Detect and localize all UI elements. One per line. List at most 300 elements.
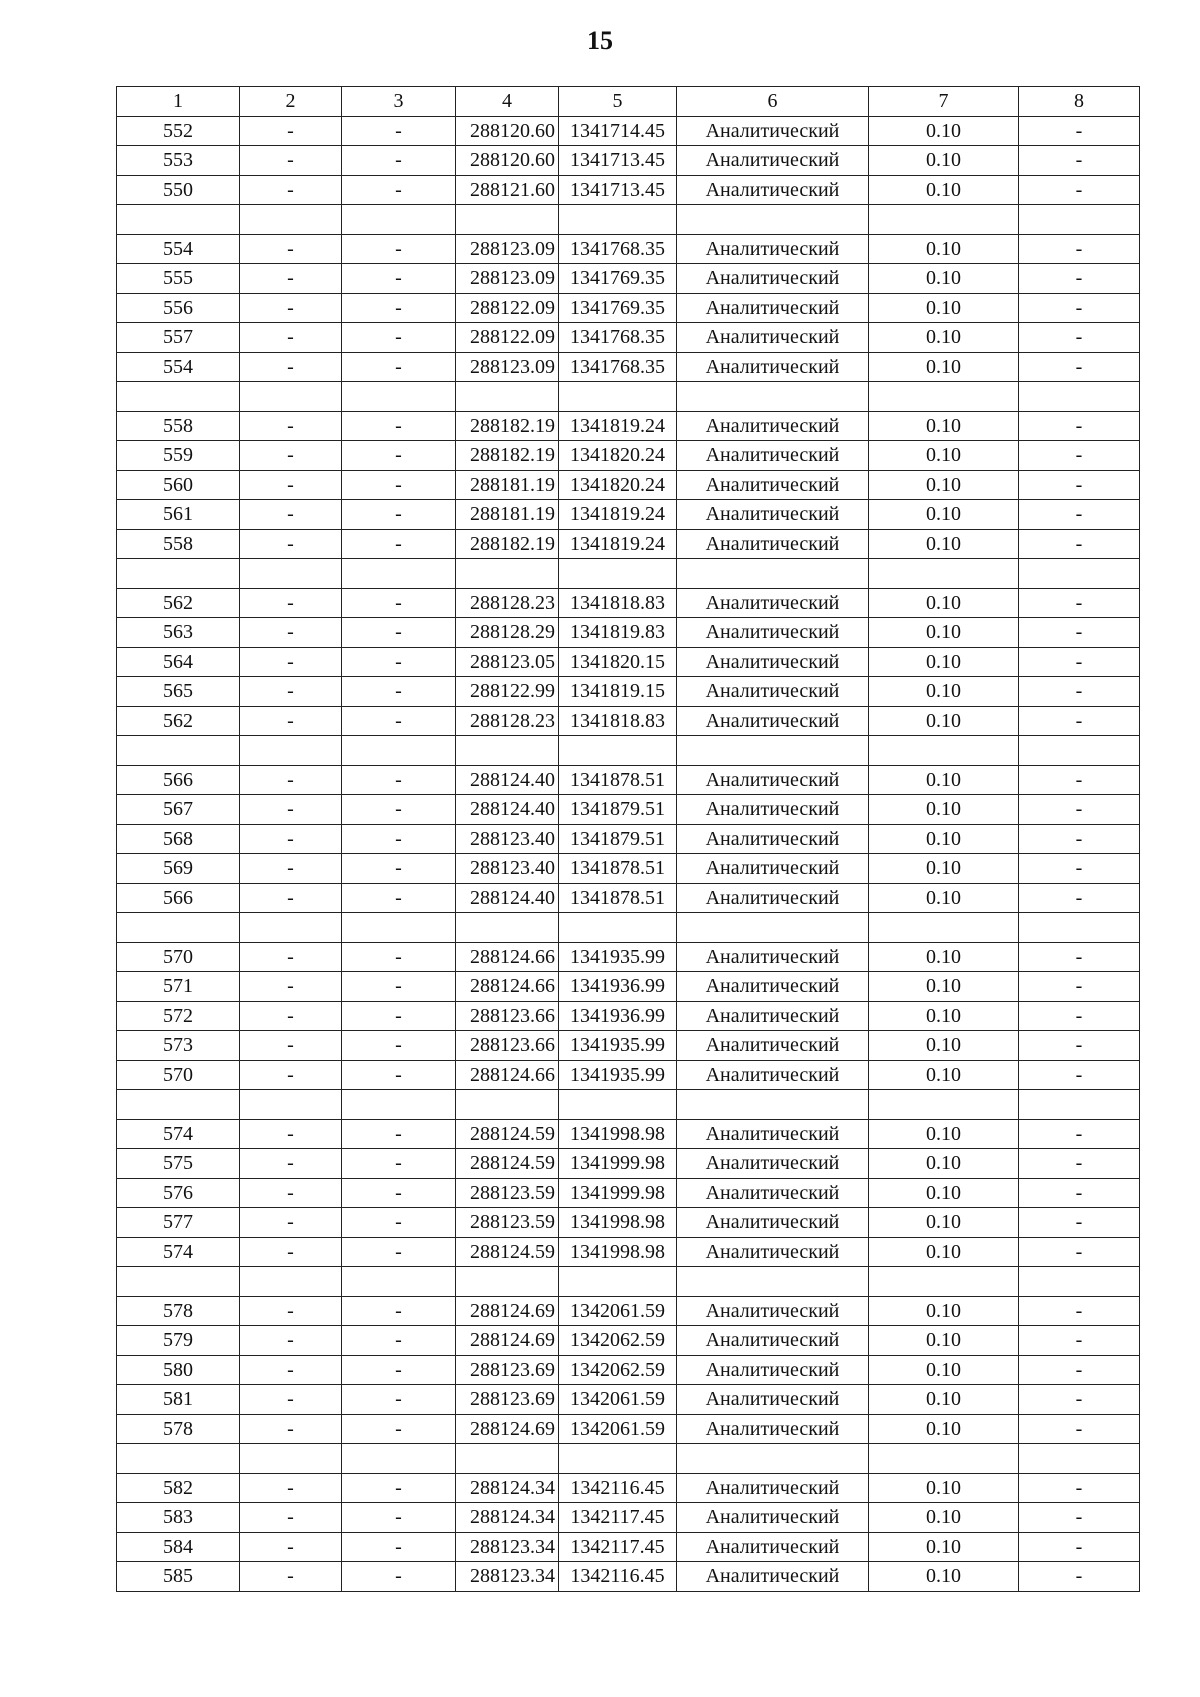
table-row xyxy=(117,1149,1140,1179)
table-cell xyxy=(456,382,559,412)
table-cell xyxy=(559,1267,677,1297)
table-cell: 0.10 xyxy=(869,1355,1019,1385)
table-row xyxy=(117,146,1140,176)
table-cell: 1342116.45 xyxy=(559,1473,677,1503)
table-cell xyxy=(1019,913,1140,943)
table-row xyxy=(117,942,1140,972)
table-spacer-row xyxy=(117,1090,1140,1120)
table-cell: - xyxy=(342,234,456,264)
table-cell: 288124.40 xyxy=(456,765,559,795)
table-cell: 288182.19 xyxy=(456,411,559,441)
table-cell: 576 xyxy=(117,1178,240,1208)
table-row xyxy=(117,1031,1140,1061)
table-cell: - xyxy=(342,1296,456,1326)
table-cell: 288123.40 xyxy=(456,854,559,884)
table-cell: 0.10 xyxy=(869,175,1019,205)
table-cell: - xyxy=(240,854,342,884)
table-cell: 583 xyxy=(117,1503,240,1533)
table-cell: Аналитический xyxy=(677,795,869,825)
table-cell: 288124.59 xyxy=(456,1237,559,1267)
table-cell: 0.10 xyxy=(869,1385,1019,1415)
table-cell: 1341818.83 xyxy=(559,588,677,618)
table-cell: 288120.60 xyxy=(456,146,559,176)
table-cell: Аналитический xyxy=(677,1355,869,1385)
table-cell: - xyxy=(1019,264,1140,294)
table-row xyxy=(117,972,1140,1002)
table-cell: 0.10 xyxy=(869,264,1019,294)
table-cell xyxy=(869,205,1019,235)
table-cell: 579 xyxy=(117,1326,240,1356)
table-cell: - xyxy=(240,264,342,294)
table-cell: 0.10 xyxy=(869,1060,1019,1090)
table-cell: - xyxy=(240,706,342,736)
table-cell xyxy=(677,1267,869,1297)
table-cell: 1341935.99 xyxy=(559,942,677,972)
table-cell: 575 xyxy=(117,1149,240,1179)
table-cell: - xyxy=(342,972,456,1002)
table-cell: 288124.40 xyxy=(456,883,559,913)
table-cell: - xyxy=(342,795,456,825)
table-cell: 0.10 xyxy=(869,1503,1019,1533)
table-cell: Аналитический xyxy=(677,1119,869,1149)
table-cell: Аналитический xyxy=(677,706,869,736)
table-cell xyxy=(1019,1090,1140,1120)
table-cell: Аналитический xyxy=(677,1296,869,1326)
table-cell: 1342061.59 xyxy=(559,1414,677,1444)
table-cell: 288123.66 xyxy=(456,1001,559,1031)
table-cell: 1341998.98 xyxy=(559,1208,677,1238)
table-cell: Аналитический xyxy=(677,1001,869,1031)
table-cell xyxy=(677,1444,869,1474)
table-cell: - xyxy=(1019,1503,1140,1533)
table-cell: 552 xyxy=(117,116,240,146)
table-cell: - xyxy=(342,1119,456,1149)
page-number: 15 xyxy=(587,26,613,55)
table-cell: 288124.59 xyxy=(456,1149,559,1179)
table-cell: 288120.60 xyxy=(456,116,559,146)
table-row xyxy=(117,1001,1140,1031)
table-row xyxy=(117,647,1140,677)
table-cell xyxy=(240,736,342,766)
table-cell: - xyxy=(240,1119,342,1149)
table-cell: 288123.66 xyxy=(456,1031,559,1061)
table-cell: - xyxy=(1019,1149,1140,1179)
table-cell: 0.10 xyxy=(869,1473,1019,1503)
table-cell xyxy=(117,205,240,235)
table-cell: Аналитический xyxy=(677,1326,869,1356)
table-cell: - xyxy=(1019,824,1140,854)
table-cell: 1341998.98 xyxy=(559,1119,677,1149)
table-cell xyxy=(559,736,677,766)
table-cell xyxy=(1019,205,1140,235)
table-spacer-row xyxy=(117,736,1140,766)
table-cell xyxy=(869,559,1019,589)
table-cell: 0.10 xyxy=(869,470,1019,500)
table-cell: - xyxy=(240,470,342,500)
table-cell: - xyxy=(1019,529,1140,559)
table-cell: 1341819.24 xyxy=(559,411,677,441)
table-cell: - xyxy=(342,1503,456,1533)
table-row xyxy=(117,529,1140,559)
table-cell: 1341878.51 xyxy=(559,854,677,884)
table-cell: 288128.23 xyxy=(456,706,559,736)
table-row xyxy=(117,1296,1140,1326)
table-cell xyxy=(869,382,1019,412)
table-cell xyxy=(1019,1444,1140,1474)
table-cell xyxy=(559,205,677,235)
table-cell: 578 xyxy=(117,1296,240,1326)
table-cell: 0.10 xyxy=(869,529,1019,559)
table-cell: - xyxy=(342,411,456,441)
table-cell xyxy=(117,1090,240,1120)
table-row xyxy=(117,824,1140,854)
table-cell: 1341879.51 xyxy=(559,824,677,854)
table-row xyxy=(117,1385,1140,1415)
table-row xyxy=(117,1562,1140,1592)
table-cell: 578 xyxy=(117,1414,240,1444)
table-cell: - xyxy=(1019,441,1140,471)
table-cell: 557 xyxy=(117,323,240,353)
table-cell: 561 xyxy=(117,500,240,530)
table-cell: - xyxy=(240,441,342,471)
table-spacer-row xyxy=(117,1267,1140,1297)
table-cell: 550 xyxy=(117,175,240,205)
table-cell xyxy=(1019,559,1140,589)
table-cell: 1341768.35 xyxy=(559,234,677,264)
table-cell: - xyxy=(1019,1060,1140,1090)
table-cell: - xyxy=(240,677,342,707)
table-cell: 288121.60 xyxy=(456,175,559,205)
table-cell: - xyxy=(342,175,456,205)
table-cell: 0.10 xyxy=(869,146,1019,176)
table-cell: 0.10 xyxy=(869,618,1019,648)
table-cell: - xyxy=(342,824,456,854)
table-cell: - xyxy=(1019,234,1140,264)
table-cell: - xyxy=(1019,706,1140,736)
table-cell xyxy=(456,559,559,589)
table-cell: 288123.05 xyxy=(456,647,559,677)
table-cell: - xyxy=(240,1001,342,1031)
table-row xyxy=(117,264,1140,294)
table-cell: - xyxy=(1019,1532,1140,1562)
table-cell: 0.10 xyxy=(869,1208,1019,1238)
table-cell: - xyxy=(1019,972,1140,1002)
table-cell xyxy=(117,736,240,766)
table-cell: - xyxy=(1019,942,1140,972)
table-cell: 1341769.35 xyxy=(559,264,677,294)
table-cell xyxy=(240,382,342,412)
table-cell xyxy=(677,736,869,766)
table-cell: - xyxy=(1019,765,1140,795)
table-row xyxy=(117,1355,1140,1385)
table-cell: Аналитический xyxy=(677,411,869,441)
table-cell: - xyxy=(1019,618,1140,648)
table-cell: 0.10 xyxy=(869,883,1019,913)
table-cell: 564 xyxy=(117,647,240,677)
table-cell: 554 xyxy=(117,352,240,382)
table-cell: Аналитический xyxy=(677,647,869,677)
table-row xyxy=(117,441,1140,471)
table-cell: 1341713.45 xyxy=(559,175,677,205)
table-cell: 1341768.35 xyxy=(559,323,677,353)
table-cell: - xyxy=(240,1326,342,1356)
table-cell: Аналитический xyxy=(677,1562,869,1592)
table-cell: 0.10 xyxy=(869,1562,1019,1592)
table-cell: 288123.59 xyxy=(456,1178,559,1208)
table-cell xyxy=(117,559,240,589)
table-cell: - xyxy=(342,146,456,176)
table-cell: 584 xyxy=(117,1532,240,1562)
table-cell: 0.10 xyxy=(869,854,1019,884)
table-cell: - xyxy=(1019,146,1140,176)
table-cell: 288123.40 xyxy=(456,824,559,854)
table-cell: Аналитический xyxy=(677,1414,869,1444)
table-cell: Аналитический xyxy=(677,942,869,972)
table-cell xyxy=(677,1090,869,1120)
table-cell: 0.10 xyxy=(869,795,1019,825)
table-cell: Аналитический xyxy=(677,824,869,854)
table-row xyxy=(117,618,1140,648)
table-cell: 288123.34 xyxy=(456,1562,559,1592)
table-cell xyxy=(456,913,559,943)
table-cell: 0.10 xyxy=(869,1001,1019,1031)
table-cell: 288123.09 xyxy=(456,264,559,294)
table-cell: 559 xyxy=(117,441,240,471)
table-cell: 0.10 xyxy=(869,1119,1019,1149)
table-cell: - xyxy=(240,942,342,972)
table-row xyxy=(117,1208,1140,1238)
table-row xyxy=(117,323,1140,353)
table-cell: 574 xyxy=(117,1237,240,1267)
table-row xyxy=(117,765,1140,795)
table-cell: - xyxy=(1019,647,1140,677)
table-cell: - xyxy=(240,618,342,648)
table-cell: 568 xyxy=(117,824,240,854)
table-row xyxy=(117,1503,1140,1533)
table-cell: - xyxy=(240,1237,342,1267)
table-cell: 1341935.99 xyxy=(559,1060,677,1090)
table-cell: - xyxy=(240,323,342,353)
table-cell xyxy=(342,913,456,943)
table-cell: 288123.09 xyxy=(456,234,559,264)
table-cell: 288124.69 xyxy=(456,1326,559,1356)
table-cell: 1341819.83 xyxy=(559,618,677,648)
table-cell: - xyxy=(342,293,456,323)
table-cell: - xyxy=(240,1031,342,1061)
table-cell: 574 xyxy=(117,1119,240,1149)
table-cell: 288124.66 xyxy=(456,942,559,972)
table-cell: 571 xyxy=(117,972,240,1002)
table-cell xyxy=(677,913,869,943)
table-cell xyxy=(559,382,677,412)
table-cell: 1341818.83 xyxy=(559,706,677,736)
table-cell: Аналитический xyxy=(677,854,869,884)
table-cell: 0.10 xyxy=(869,677,1019,707)
table-cell: - xyxy=(240,1355,342,1385)
table-cell: - xyxy=(240,411,342,441)
table-cell xyxy=(456,736,559,766)
table-cell: - xyxy=(1019,411,1140,441)
table-cell: 573 xyxy=(117,1031,240,1061)
table-cell: 0.10 xyxy=(869,1532,1019,1562)
table-cell: 0.10 xyxy=(869,441,1019,471)
table-cell: 1342117.45 xyxy=(559,1503,677,1533)
table-cell: Аналитический xyxy=(677,175,869,205)
table-cell xyxy=(117,1267,240,1297)
table-cell: - xyxy=(1019,854,1140,884)
table-cell: 0.10 xyxy=(869,1178,1019,1208)
table-cell xyxy=(240,1090,342,1120)
table-spacer-row xyxy=(117,559,1140,589)
table-cell: 1341935.99 xyxy=(559,1031,677,1061)
table-cell: 1341936.99 xyxy=(559,1001,677,1031)
table-cell: 1341879.51 xyxy=(559,795,677,825)
table-cell: - xyxy=(342,441,456,471)
column-header: 5 xyxy=(559,87,677,117)
table-cell: 0.10 xyxy=(869,1326,1019,1356)
table-cell: 288122.99 xyxy=(456,677,559,707)
table-cell: 577 xyxy=(117,1208,240,1238)
table-row xyxy=(117,1473,1140,1503)
table-cell: 288123.59 xyxy=(456,1208,559,1238)
table-cell: - xyxy=(1019,1001,1140,1031)
table-cell: - xyxy=(240,293,342,323)
table-cell: 555 xyxy=(117,264,240,294)
table-cell: - xyxy=(1019,500,1140,530)
column-header: 2 xyxy=(240,87,342,117)
table-cell: - xyxy=(1019,323,1140,353)
table-cell: Аналитический xyxy=(677,234,869,264)
table-cell: - xyxy=(1019,175,1140,205)
table-cell: Аналитический xyxy=(677,1237,869,1267)
table-cell: - xyxy=(240,883,342,913)
table-cell: Аналитический xyxy=(677,323,869,353)
table-cell: 288124.34 xyxy=(456,1503,559,1533)
table-cell: 562 xyxy=(117,706,240,736)
table-cell: 554 xyxy=(117,234,240,264)
table-cell: - xyxy=(1019,1414,1140,1444)
table-cell: - xyxy=(342,854,456,884)
table-spacer-row xyxy=(117,205,1140,235)
table-cell: - xyxy=(342,500,456,530)
table-cell: - xyxy=(240,1414,342,1444)
table-cell xyxy=(869,913,1019,943)
table-cell: 1341820.24 xyxy=(559,470,677,500)
table-row xyxy=(117,588,1140,618)
table-cell: - xyxy=(1019,116,1140,146)
table-cell: - xyxy=(240,500,342,530)
table-cell: 0.10 xyxy=(869,293,1019,323)
table-cell: 0.10 xyxy=(869,1149,1019,1179)
table-cell: - xyxy=(240,1473,342,1503)
table-cell: 570 xyxy=(117,942,240,972)
column-header: 8 xyxy=(1019,87,1140,117)
table-cell: 0.10 xyxy=(869,1296,1019,1326)
table-cell: 0.10 xyxy=(869,500,1019,530)
table-cell: - xyxy=(240,146,342,176)
table-cell: - xyxy=(240,972,342,1002)
table-cell: - xyxy=(342,588,456,618)
table-cell: 288124.69 xyxy=(456,1414,559,1444)
table-cell: - xyxy=(240,795,342,825)
table-cell xyxy=(1019,1267,1140,1297)
table-cell: - xyxy=(240,1532,342,1562)
table-cell: 1342117.45 xyxy=(559,1532,677,1562)
table-cell: Аналитический xyxy=(677,352,869,382)
table-cell xyxy=(342,1090,456,1120)
table-cell: 570 xyxy=(117,1060,240,1090)
table-cell: - xyxy=(240,1208,342,1238)
table-cell xyxy=(1019,382,1140,412)
table-cell: - xyxy=(240,765,342,795)
table-cell: - xyxy=(342,1031,456,1061)
table-cell: Аналитический xyxy=(677,1503,869,1533)
table-cell: 1341819.15 xyxy=(559,677,677,707)
table-row xyxy=(117,175,1140,205)
table-cell: - xyxy=(240,1060,342,1090)
table-row xyxy=(117,352,1140,382)
table-spacer-row xyxy=(117,913,1140,943)
table-cell: 1341713.45 xyxy=(559,146,677,176)
table-cell xyxy=(456,1444,559,1474)
table-cell: - xyxy=(342,264,456,294)
table-cell xyxy=(869,1267,1019,1297)
table-cell xyxy=(342,559,456,589)
table-cell: 288123.69 xyxy=(456,1385,559,1415)
table-cell xyxy=(240,205,342,235)
table-cell: 1341998.98 xyxy=(559,1237,677,1267)
table-cell: 288123.69 xyxy=(456,1355,559,1385)
table-cell: 288122.09 xyxy=(456,293,559,323)
table-cell: - xyxy=(342,116,456,146)
table-cell: 1341819.24 xyxy=(559,500,677,530)
table-cell: - xyxy=(240,1503,342,1533)
table-cell: 1341878.51 xyxy=(559,765,677,795)
table-cell: - xyxy=(342,323,456,353)
table-cell: - xyxy=(342,618,456,648)
table-cell: 0.10 xyxy=(869,411,1019,441)
table-cell: 0.10 xyxy=(869,588,1019,618)
table-cell: - xyxy=(1019,677,1140,707)
table-cell: 0.10 xyxy=(869,706,1019,736)
table-cell: 288124.66 xyxy=(456,1060,559,1090)
table-cell: 0.10 xyxy=(869,323,1019,353)
table-cell: - xyxy=(342,1414,456,1444)
table-cell: 288124.69 xyxy=(456,1296,559,1326)
table-cell: - xyxy=(1019,795,1140,825)
table-cell: Аналитический xyxy=(677,588,869,618)
table-row xyxy=(117,706,1140,736)
table-cell: Аналитический xyxy=(677,500,869,530)
table-cell: - xyxy=(1019,470,1140,500)
table-cell: 558 xyxy=(117,411,240,441)
table-cell: - xyxy=(1019,1473,1140,1503)
table-cell xyxy=(559,559,677,589)
table-cell xyxy=(869,1090,1019,1120)
column-header: 7 xyxy=(869,87,1019,117)
table-cell: 1341999.98 xyxy=(559,1178,677,1208)
table-row xyxy=(117,293,1140,323)
table-row xyxy=(117,1532,1140,1562)
table-cell: - xyxy=(342,1326,456,1356)
table-cell: - xyxy=(1019,1326,1140,1356)
table-cell xyxy=(1019,736,1140,766)
table-cell: Аналитический xyxy=(677,677,869,707)
table-cell: - xyxy=(1019,1031,1140,1061)
table-cell xyxy=(117,913,240,943)
table-cell: - xyxy=(342,1149,456,1179)
table-cell: 288181.19 xyxy=(456,500,559,530)
